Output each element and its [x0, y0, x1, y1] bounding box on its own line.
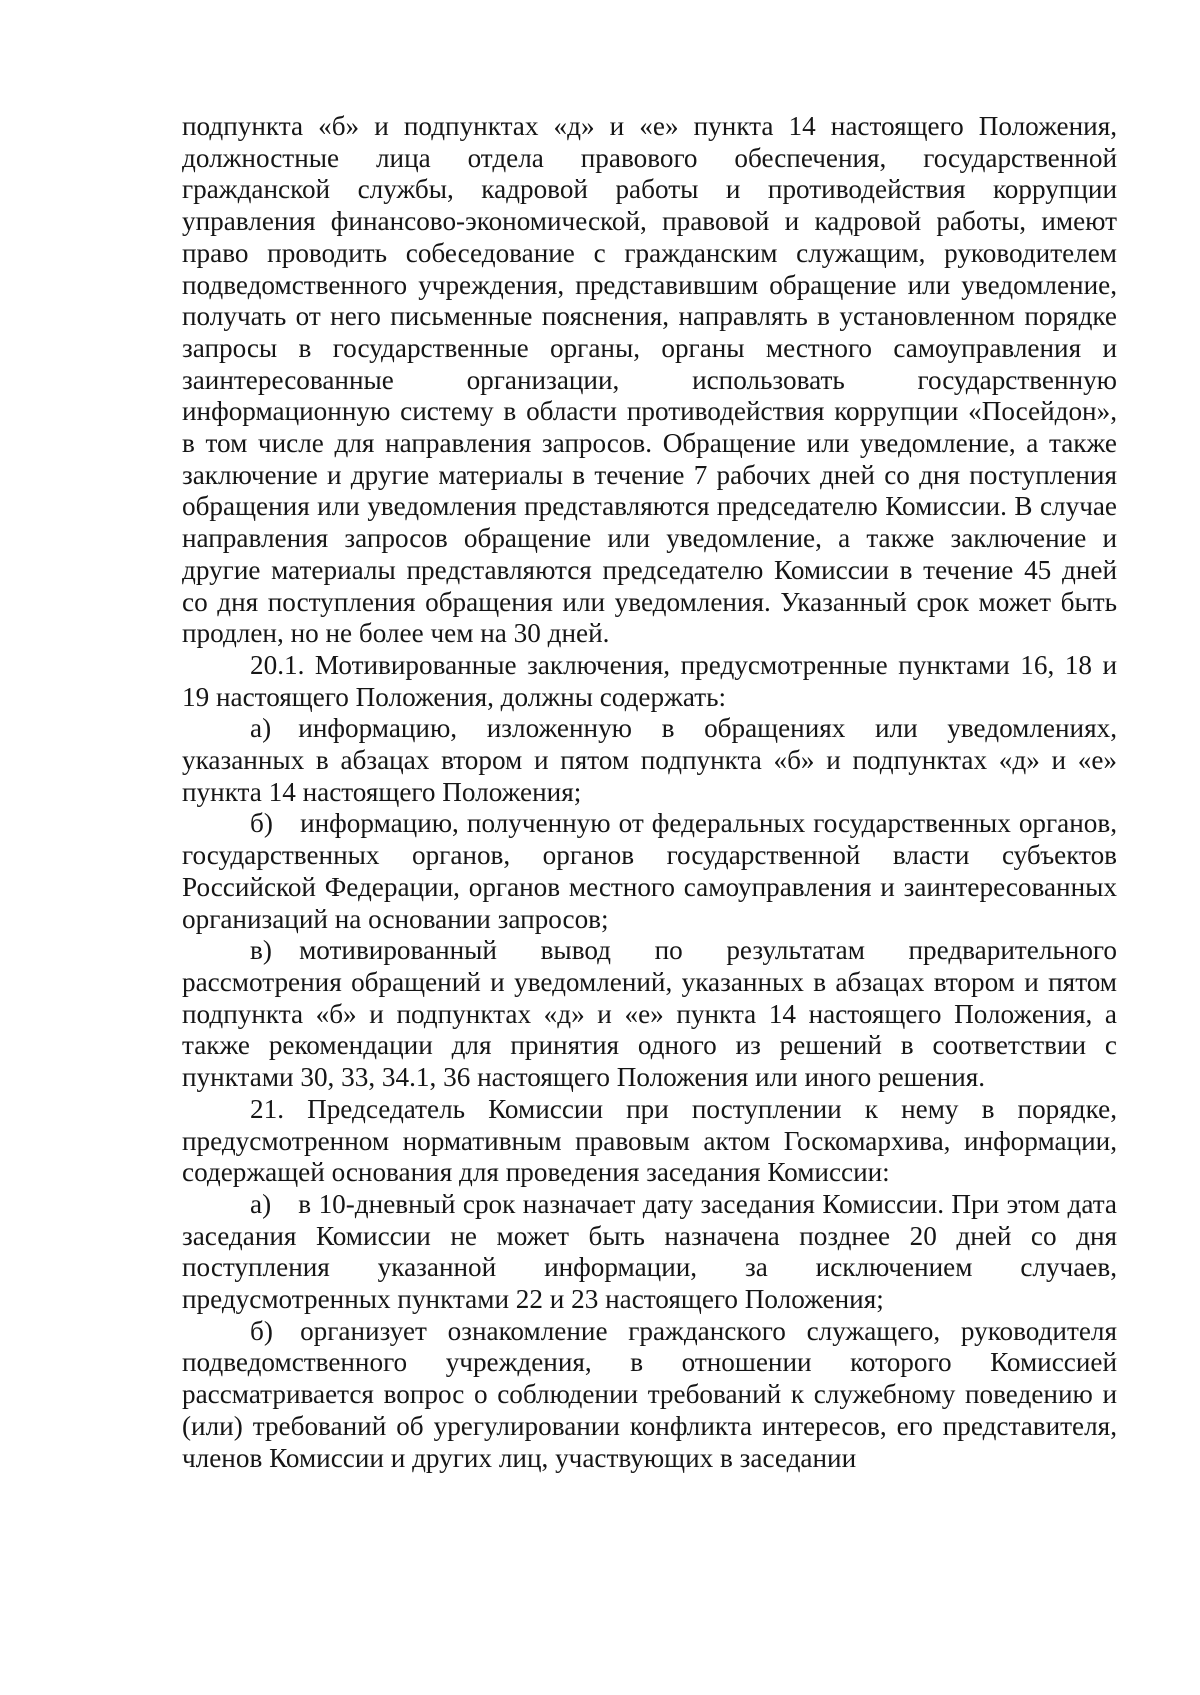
paragraph-21: 21. Председатель Комиссии при поступлении к нему в порядке, предусмотренном нормативным правовым актом Госкомархива, информации, содержащей основания для проведения заседания Комиссии: — [182, 1093, 1117, 1188]
document-body — [182, 111, 1117, 1474]
paragraph-20-1: 20.1. Мотивированные заключения, предусмотренные пунктами 16, 18 и 19 настоящего Положения, должны содержать: — [182, 649, 1117, 712]
subitem-20-1-a: а) информацию, изложенную в обращениях или уведомлениях, указанных в абзацах втором и пятом подпункта «б» и подпунктах «д» и «е» пункта 14 настоящего Положения; — [182, 713, 1117, 807]
subitem-20-1-b: б) информацию, полученную от федеральных государственных органов, государственных органов, органов государственной власти субъектов Российской Федерации, органов местного самоуправления и заинтересованных организаций на основании запросов; — [182, 808, 1117, 934]
subitem-20-1-v: в) мотивированный вывод по результатам предварительного рассмотрения обращений и уведомлений, указанных в абзацах втором и пятом подпункта «б» и подпунктах «д» и «е» пункта 14 настоящего Положения, а также рекомендации для принятия одного из решений в соответствии с пунктами 30, 33, 34.1, 36 настоящего Положения или иного решения. — [182, 935, 1117, 1093]
subitem-21-a: а) в 10-дневный срок назначает дату заседания Комиссии. При этом дата заседания Комиссии не может быть назначена позднее 20 дней со дня поступления указанной информации, за исключением случаев, предусмотренных пунктами 22 и 23 настоящего Положения; — [182, 1188, 1117, 1315]
subitem-21-b: б) организует ознакомление гражданского служащего, руководителя подведомственного учреждения, в отношении которого Комиссией рассматривается вопрос о соблюдении требований к служебному поведению и (или) требований об урегулировании конфликта интересов, его представителя, членов Комиссии и других лиц, участвующих в заседании — [182, 1315, 1117, 1473]
paragraph-continued: подпункта «б» и подпунктах «д» и «е» пункта 14 настоящего Положения, должностные лица отдела правового обеспечения, государственной гражданской службы, кадровой работы и противодействия коррупции управления финансово-экономической, правовой и кадровой работы, имеют право проводить собеседование с гражданским служащим, руководителем подведомственного учреждения, представившим обращение или уведомление, получать от него письменные пояснения, направлять в установленном порядке запросы в государственные органы, органы местного самоуправления и заинтересованные организации, использовать государственную информационную систему в области противодействия коррупции «Посейдон», в том числе для направления запросов. Обращение или уведомление, а также заключение и другие материалы в течение 7 рабочих дней со дня поступления обращения или уведомления представляются председателю Комиссии. В случае направления запросов обращение или уведомление, а также заключение и другие материалы представляются председателю Комиссии в течение 45 дней со дня поступления обращения или уведомления. Указанный срок может быть продлен, но не более чем на 30 дней. — [182, 111, 1117, 649]
